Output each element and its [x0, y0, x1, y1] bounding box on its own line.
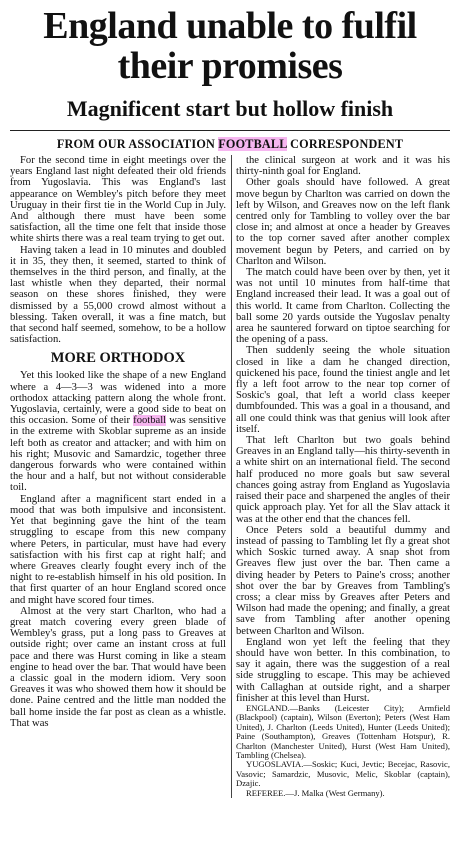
- team-england: ENGLAND.—Banks (Leicester City); Armfield (Blackpool) (captain), Wilson (Everton); Peters (West Ham United), J. Charlton (Leeds United), Hunter (Leeds United); Paine (Southampton), Greaves (Tottenham Hotspur), R. Charlton (Manchester United), Hurst (West Ham United), Tambling (Chelsea).: [236, 702, 450, 760]
- subheadline: Magnificent start but hollow finish: [66, 96, 394, 121]
- paragraph: Once Peters sold a beautiful dummy and instead of passing to Tambling let fly a great shot which Soskic turned away. A snap shot from Greaves flew just over the bar. Then came a diving header by Peters to Paine's cross; another shot over the bar by Greaves from Tambling's cross; a clear miss by Greaves after Peters and Wilson had made the opening; and finally, a great save from Tambling after another opening between Charlton and Wilson.: [236, 524, 450, 637]
- headline-line-2: their promises: [117, 45, 343, 87]
- paragraph-text: Yet this looked like the shape of a new England where a 4—3—3 was widened into a more orthodox attacking pattern along the whole front. Yugoslavia, certainly, were a good side to beat on this occasion. Some of their: [10, 370, 226, 427]
- paragraph: England after a magnificent start ended in a mood that was both impulsive and inconsistent. Yet that beginning gave the hint of the team struggling to escape from this new company where Peters, in particular, must have had every satisfaction with his first cap at right half; and where Greaves clearly fought every inch of the night to re-establish himself in his old position. In that first quarter of an hour England scored once and might have scored four times.: [10, 493, 226, 606]
- paragraph: Other goals should have followed. A great move begun by Charlton was carried on down the left by Wilson, and Greaves now on the left flank centred only for Tambling to volley over the bar close in; and almost at once a header by Greaves to the top corner saved after another complex movement begun by Peters, and carried on by Charlton and Wilson.: [236, 177, 450, 267]
- paragraph-text: was sensitive in the extreme with Skoblar supreme as an inside left both as creator and attacker; and with him on his right; Musovic and Samardzic, together three dangerous forwards who were contained within the hour and a half, but not without considerable toil.: [10, 415, 226, 494]
- paragraph: For the second time in eight meetings over the years England last night defeated their old friends from Yugoslavia. This was England's last appearance on Wembley's pitch before they meet Uruguay in their first tie in the World Cup in July. And although there must have been some satisfaction, all the time one felt that inside those white shirts there was a real team trying to get out.: [10, 155, 226, 245]
- referee: REFEREE.—J. Malka (West Germany).: [246, 787, 385, 798]
- byline-highlight: FOOTBALL: [218, 137, 287, 151]
- left-column: [10, 155, 232, 798]
- paragraph: The match could have been over by then, yet it was not until 10 minutes from half-time that England increased their lead. It was a goal out of this world. It came from Charlton. Collecting the ball some 20 yards outside the Yugoslav penalty area he sauntered forward on tiptoe searching for the opening of a pass.: [236, 267, 450, 346]
- headline-line-1: England unable to fulfil: [43, 5, 417, 47]
- article-columns: [10, 155, 450, 798]
- paragraph: Almost at the very start Charlton, who had a great match covering every green blade of Wembley's grass, put a long pass to Greaves at outside right; over came an instant cross at full pace and there was Hurst coming in like a steam engine to head over the bar. That would have been a classic goal in the modern idiom. Very soon Greaves it was who showed them how it should be done. Paine centred and the little man nodded the ball home inside the far post as clean as a whistle. That was: [10, 605, 226, 729]
- paragraph: Then suddenly seeing the whole situation closed in like a dam he changed direction, quickened his pace, found the tiniest angle and let fly a left foot arrow to the near top corner of Soskic's goal, that left a world class keeper dumbfounded. This was a goal in a thousand, and all one could think was that genius will look after itself.: [236, 345, 450, 435]
- search-highlight: football: [133, 415, 167, 427]
- byline-prefix: FROM OUR ASSOCIATION: [56, 137, 219, 151]
- headline: [10, 6, 450, 86]
- paragraph: the clinical surgeon at work and it was his thirty-ninth goal for England.: [236, 155, 450, 178]
- divider: [10, 130, 450, 131]
- byline-suffix: CORRESPONDENT: [286, 137, 404, 151]
- section-heading: MORE ORTHODOX: [50, 350, 186, 367]
- team-yugoslavia: YUGOSLAVIA.—Soskic; Kuci, Jevtic; Becejac, Rasovic, Vasovic; Samardzic, Musovic, Melic, Skoblar (captain), Dzajic.: [236, 759, 450, 789]
- paragraph: England won yet left the feeling that they should have won better. In this combination, to say it again, there was the suggestion of a real side struggling to escape. This may be achieved with Callaghan at outside right, and a sharper finisher at this level than Hurst.: [236, 636, 450, 704]
- byline: [10, 137, 450, 152]
- paragraph: That left Charlton but two goals behind Greaves in an England tally—his thirty-seventh in a white shirt on an international field. The second half produced no more goals but saw several chances going astray from England as Yugoslavia raised their pace and sharpened the angles of their quick approach play. Yet for all the Slav attack it was at the other end that the chances fell.: [236, 435, 450, 525]
- paragraph: Having taken a lead in 10 minutes and doubled it in 35, they then, it seemed, started to think of themselves in the third person, and finally, at the last whistle when they departed, their normal season on these shores finished, they were dismissed by a 55,000 crowd almost without a blessing. Taken overall, it was a fine match, but that second half seemed, somehow, to be a hollow satisfaction.: [10, 244, 226, 346]
- paragraph: [10, 370, 226, 493]
- team-lineups: [236, 704, 450, 798]
- right-column: [232, 155, 450, 798]
